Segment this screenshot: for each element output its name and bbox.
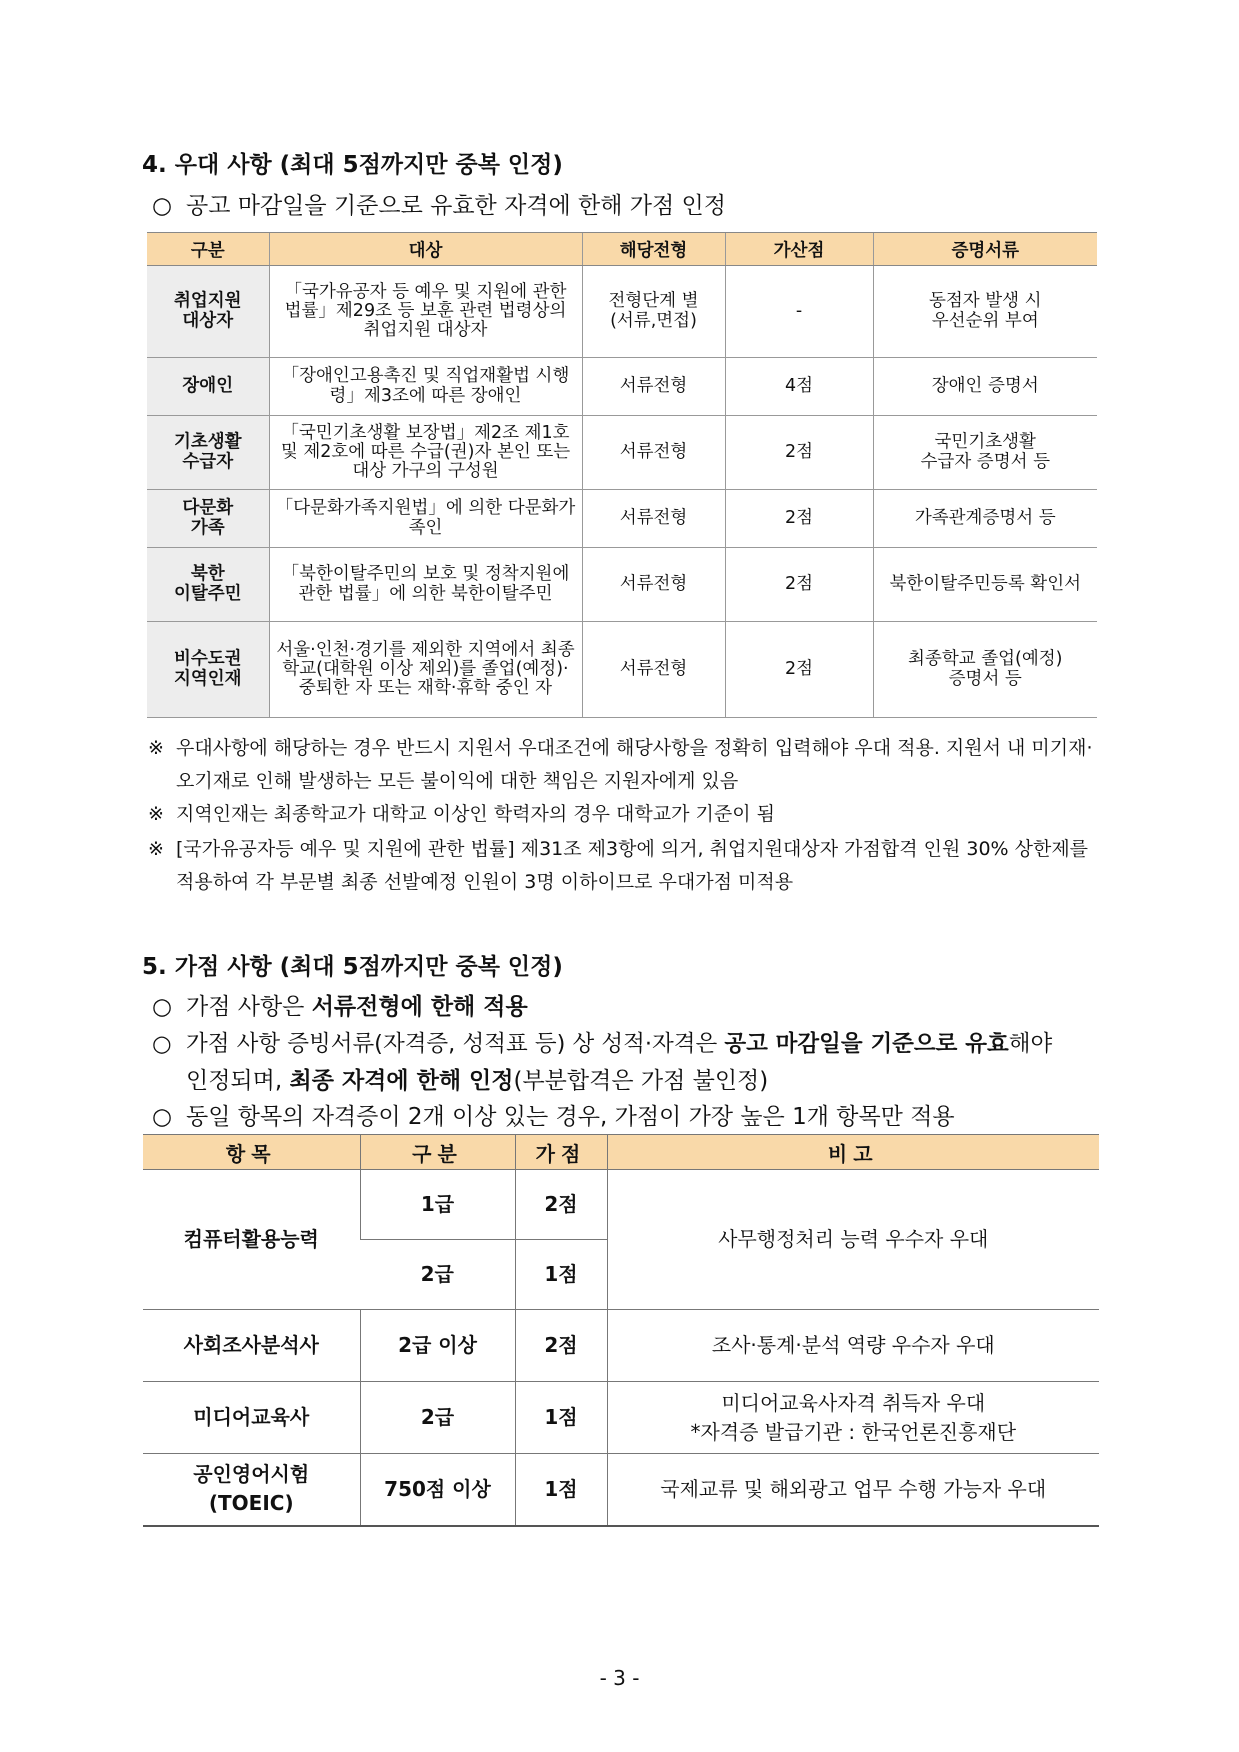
screening-cell: 서류전형: [582, 416, 725, 490]
grade-cell: 2급: [360, 1240, 515, 1310]
grade-cell: 750점 이상: [360, 1454, 515, 1526]
note-cell: 조사·통계·분석 역량 우수자 우대: [607, 1310, 1099, 1382]
header-screening: 해당전형: [582, 233, 725, 266]
cat-cell: 북한 이탈주민: [147, 548, 269, 622]
bullet-bold-text: 서류전형에 한해 적용: [311, 994, 528, 1020]
table-row: [143, 1310, 1099, 1382]
bonus-table: [143, 1134, 1099, 1527]
cat-cell: 다문화 가족: [147, 490, 269, 548]
grade-cell: 2급 이상: [360, 1310, 515, 1382]
circle-bullet-icon: ○: [152, 994, 173, 1020]
screening-cell: 서류전형: [582, 490, 725, 548]
note-line: *자격증 발급기관 : 한국언론진흥재단: [690, 1419, 1017, 1444]
table-row: [147, 358, 1097, 416]
note-item: [148, 798, 1098, 831]
table-row: [147, 490, 1097, 548]
bullet-text: (부분합격은 가점 불인정): [513, 1068, 769, 1094]
points-cell: 2점: [515, 1170, 607, 1240]
screening-cell: 서류전형: [582, 548, 725, 622]
docs-cell: 동점자 발생 시 우선순위 부여: [873, 266, 1097, 358]
section5-bullet-2: [152, 1026, 1052, 1058]
header-target: 대상: [269, 233, 582, 266]
target-cell: 「북한이탈주민의 보호 및 정착지원에 관한 법률」에 의한 북한이탈주민: [269, 548, 582, 622]
page-number: - 3 -: [599, 1666, 640, 1690]
target-cell: 「다문화가족지원법」에 의한 다문화가족인: [269, 490, 582, 548]
points-cell: 2점: [725, 490, 873, 548]
section4-heading: 4. 우대 사항 (최대 5점까지만 중복 인정): [142, 152, 563, 178]
target-cell: 「국민기초생활 보장법」제2조 제1호 및 제2호에 따른 수급(권)자 본인 또는 대상 가구의 구성원: [269, 416, 582, 490]
header-category: 구분: [147, 233, 269, 266]
cat-cell: 취업지원 대상자: [147, 266, 269, 358]
docs-cell: 국민기초생활 수급자 증명서 등: [873, 416, 1097, 490]
header-item: 항목: [143, 1135, 360, 1170]
bullet-text: 해야: [1008, 1031, 1053, 1057]
table-header-row: [147, 233, 1097, 266]
section5-bullet-3: [152, 1098, 955, 1131]
bullet-text: 동일 항목의 자격증이 2개 이상 있는 경우, 가점이 가장 높은 1개 항목만 적용: [186, 1104, 955, 1130]
points-cell: -: [725, 266, 873, 358]
bullet-text: 인정되며,: [186, 1068, 290, 1094]
header-grade: 구분: [360, 1135, 515, 1170]
note-text: 지역인재는 최종학교가 대학교 이상인 학력자의 경우 대학교가 기준이 됨: [176, 803, 775, 825]
bullet-text: 가점 사항 증빙서류(자격증, 성적표 등) 상 성적·자격은: [186, 1031, 725, 1057]
table-row: [147, 622, 1097, 718]
circle-bullet-icon: ○: [152, 1031, 172, 1057]
docs-cell: 장애인 증명서: [873, 358, 1097, 416]
note-item: [148, 732, 1098, 798]
header-points: 가산점: [725, 233, 873, 266]
item-cell: 컴퓨터활용능력: [143, 1170, 360, 1310]
points-cell: 2점: [725, 622, 873, 718]
note-text: [국가유공자등 예우 및 지원에 관한 법률] 제31조 제3항에 의거, 취업지원대상자 가점합격 인원 30% 상한제를 적용하여 각 부문별 최종 선발예정 인원이 3명 이하이므로 우대가점 미적용: [176, 838, 1089, 893]
screening-cell: 서류전형: [582, 358, 725, 416]
points-cell: 2점: [725, 416, 873, 490]
item-cell: 사회조사분석사: [143, 1310, 360, 1382]
docs-cell: 최종학교 졸업(예정) 증명서 등: [873, 622, 1097, 718]
note-mark-icon: ※: [148, 803, 164, 825]
grade-cell: 1급: [360, 1170, 515, 1240]
cat-cell: 장애인: [147, 358, 269, 416]
table-row: [147, 416, 1097, 490]
table-row: [147, 548, 1097, 622]
circle-bullet-icon: ○: [152, 193, 173, 219]
notes: [148, 732, 1098, 899]
table-row: [143, 1170, 1099, 1240]
points-cell: 2점: [515, 1310, 607, 1382]
screening-cell: 전형단계 별 (서류,면접): [582, 266, 725, 358]
section5-bullet-2-cont: [186, 1062, 768, 1095]
item-cell: 미디어교육사: [143, 1382, 360, 1454]
target-cell: 「장애인고용촉진 및 직업재활법 시행령」제3조에 따른 장애인: [269, 358, 582, 416]
points-cell: 2점: [725, 548, 873, 622]
table-row: [143, 1382, 1099, 1454]
grade-cell: 2급: [360, 1382, 515, 1454]
note-cell: [607, 1382, 1099, 1454]
cat-cell: 기초생활 수급자: [147, 416, 269, 490]
note-item: [148, 833, 1098, 899]
screening-cell: 서류전형: [582, 622, 725, 718]
bullet-bold-text: 공고 마감일을 기준으로 유효: [724, 1031, 1009, 1057]
note-cell: 국제교류 및 해외광고 업무 수행 가능자 우대: [607, 1454, 1099, 1526]
item-line: 공인영어시험: [193, 1462, 310, 1487]
note-text: 우대사항에 해당하는 경우 반드시 지원서 우대조건에 해당사항을 정확히 입력해야 우대 적용. 지원서 내 미기재·오기재로 인해 발생하는 모든 불이익에 대한 책임은 지원자에게 있음: [176, 737, 1093, 792]
bullet-text: 공고 마감일을 기준으로 유효한 자격에 한해 가점 인정: [186, 193, 726, 219]
note-line: 미디어교육사자격 취득자 우대: [721, 1390, 986, 1415]
section5-heading: 5. 가점 사항 (최대 5점까지만 중복 인정): [142, 954, 563, 980]
points-cell: 4점: [725, 358, 873, 416]
note-cell: 사무행정처리 능력 우수자 우대: [607, 1170, 1099, 1310]
preference-table: [147, 232, 1097, 718]
header-points: 가점: [515, 1135, 607, 1170]
bullet-bold-text: 최종 자격에 한해 인정: [289, 1068, 514, 1094]
target-cell: 「국가유공자 등 예우 및 지원에 관한 법률」제29조 등 보훈 관련 법령상의 취업지원 대상자: [269, 266, 582, 358]
header-note: 비고: [607, 1135, 1099, 1170]
points-cell: 1점: [515, 1454, 607, 1526]
item-cell: [143, 1454, 360, 1526]
points-cell: 1점: [515, 1240, 607, 1310]
cat-cell: 비수도권 지역인재: [147, 622, 269, 718]
points-cell: 1점: [515, 1382, 607, 1454]
header-docs: 증명서류: [873, 233, 1097, 266]
docs-cell: 가족관계증명서 등: [873, 490, 1097, 548]
target-cell: 서울·인천·경기를 제외한 지역에서 최종 학교(대학원 이상 제외)를 졸업(예정)·중퇴한 자 또는 재학·휴학 중인 자: [269, 622, 582, 718]
bullet-text: 가점 사항은: [186, 994, 312, 1020]
item-line: (TOEIC): [208, 1491, 294, 1516]
table-header-row: [143, 1135, 1099, 1170]
docs-cell: 북한이탈주민등록 확인서: [873, 548, 1097, 622]
table-row: [147, 266, 1097, 358]
note-mark-icon: ※: [148, 737, 164, 759]
circle-bullet-icon: ○: [152, 1104, 173, 1130]
table-row: [143, 1454, 1099, 1526]
section4-bullet: [152, 187, 726, 220]
section5-bullet-1: [152, 988, 528, 1021]
note-mark-icon: ※: [148, 838, 164, 860]
